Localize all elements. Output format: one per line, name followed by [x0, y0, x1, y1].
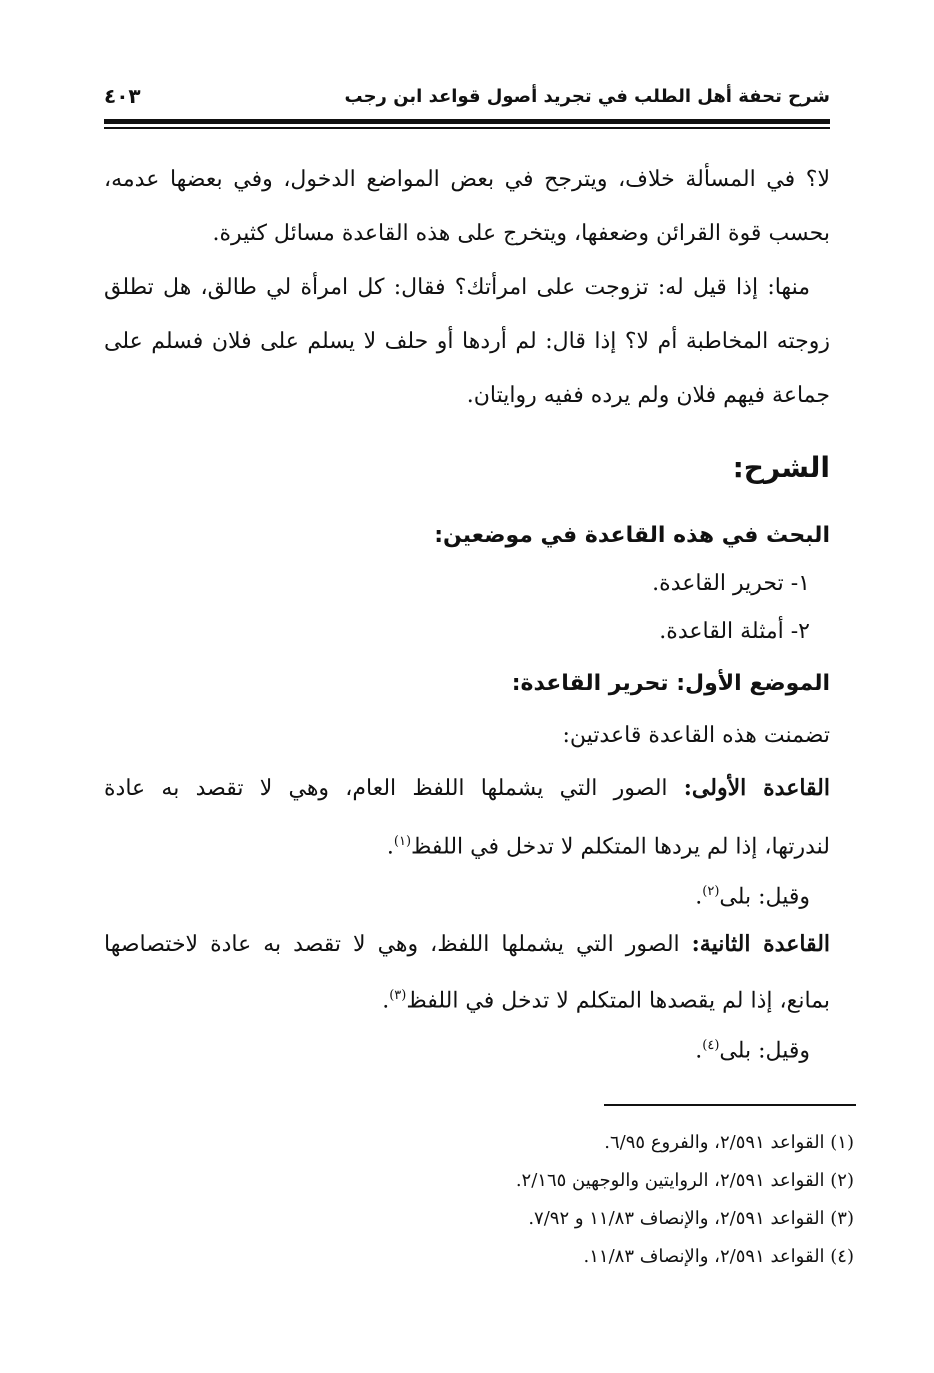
footnote-ref-2: (٢) [702, 884, 720, 899]
rule1-label: القاعدة الأولى: [683, 775, 830, 801]
rule1-line-1 [104, 768, 830, 809]
footnote-3: (٣) القواعد ٢/٥٩١، والإنصاف ١١/٨٣ و ٧/٩٢. [528, 1208, 854, 1229]
footnote-2: (٢) القواعد ٢/٥٩١، الروايتين والوجهين ٢/١٦٥. [515, 1170, 854, 1191]
header-rule-thick [104, 119, 830, 124]
running-header [104, 82, 830, 116]
tadammanat-line: تضمنت هذه القاعدة قاعدتين: [562, 723, 830, 748]
header-rule-thin [104, 127, 830, 129]
footnote-4: (٤) القواعد ٢/٥٩١، والإنصاف ١١/٨٣. [583, 1246, 854, 1267]
footnote-ref-3: (٣) [389, 988, 407, 1003]
list-item-2: ٢- أمثلة القاعدة. [659, 619, 810, 644]
body-line-5: جماعة فيهم فلان ولم يرده ففيه روايتان. [466, 383, 830, 408]
qila1-period: . [695, 884, 703, 910]
rule1-line-2 [104, 822, 830, 867]
sharh-heading: الشرح: [732, 451, 830, 484]
rule2-line-1 [104, 924, 830, 965]
footnote-1: (١) القواعد ٢/٥٩١، والفروع ٦/٩٥. [604, 1132, 854, 1153]
footnote-ref-4: (٤) [702, 1038, 720, 1053]
qila2-period: . [695, 1038, 703, 1064]
rule2-text-2: بمانع، إذا لم يقصدها المتكلم لا تدخل في اللفظ [406, 988, 830, 1014]
body-line-3: منها: إذا قيل له: تزوجت على امرأتك؟ فقال: كل امرأة لي طالق، هل تطلق [104, 275, 810, 300]
rule2-label: القاعدة الثانية: [691, 931, 831, 957]
body-line-1: لا؟ في المسألة خلاف، ويترجح في بعض المواضع الدخول، وفي بعضها عدمه، [104, 167, 830, 192]
bahth-heading: البحث في هذه القاعدة في موضعين: [434, 523, 830, 548]
rule2-text-1: الصور التي يشملها اللفظ، وهي لا تقصد به عادة لاختصاصها [104, 932, 680, 957]
mawdi-heading: الموضع الأول: تحرير القاعدة: [511, 671, 830, 696]
footnote-separator [604, 1104, 856, 1106]
qila2-text: وقيل: بلى [719, 1038, 810, 1064]
rule1-period: . [386, 834, 394, 860]
body-line-4: زوجته المخاطبة أم لا؟ إذا قال: لم أردها أو حلف لا يسلم على فلان فسلم على [104, 329, 831, 354]
rule1-text-2: لندرتها، إذا لم يردها المتكلم لا تدخل في اللفظ [411, 834, 830, 860]
page-number: ٤٠٣ [104, 84, 141, 108]
qila-line-1 [104, 872, 810, 917]
rule2-line-2 [104, 976, 830, 1021]
rule1-text-1: الصور التي يشملها اللفظ العام، وهي لا تقصد به عادة [104, 776, 668, 801]
rule2-period: . [382, 988, 390, 1014]
body-line-2: بحسب قوة القرائن وضعفها، ويتخرج على هذه القاعدة مسائل كثيرة. [212, 221, 830, 246]
qila-line-2 [104, 1026, 810, 1071]
header-title: شرح تحفة أهل الطلب في تجريد أصول قواعد ابن رجب [344, 86, 830, 107]
footnote-ref-1: (١) [393, 834, 412, 849]
qila1-text: وقيل: بلى [719, 884, 810, 910]
list-item-1: ١- تحرير القاعدة. [652, 571, 810, 596]
